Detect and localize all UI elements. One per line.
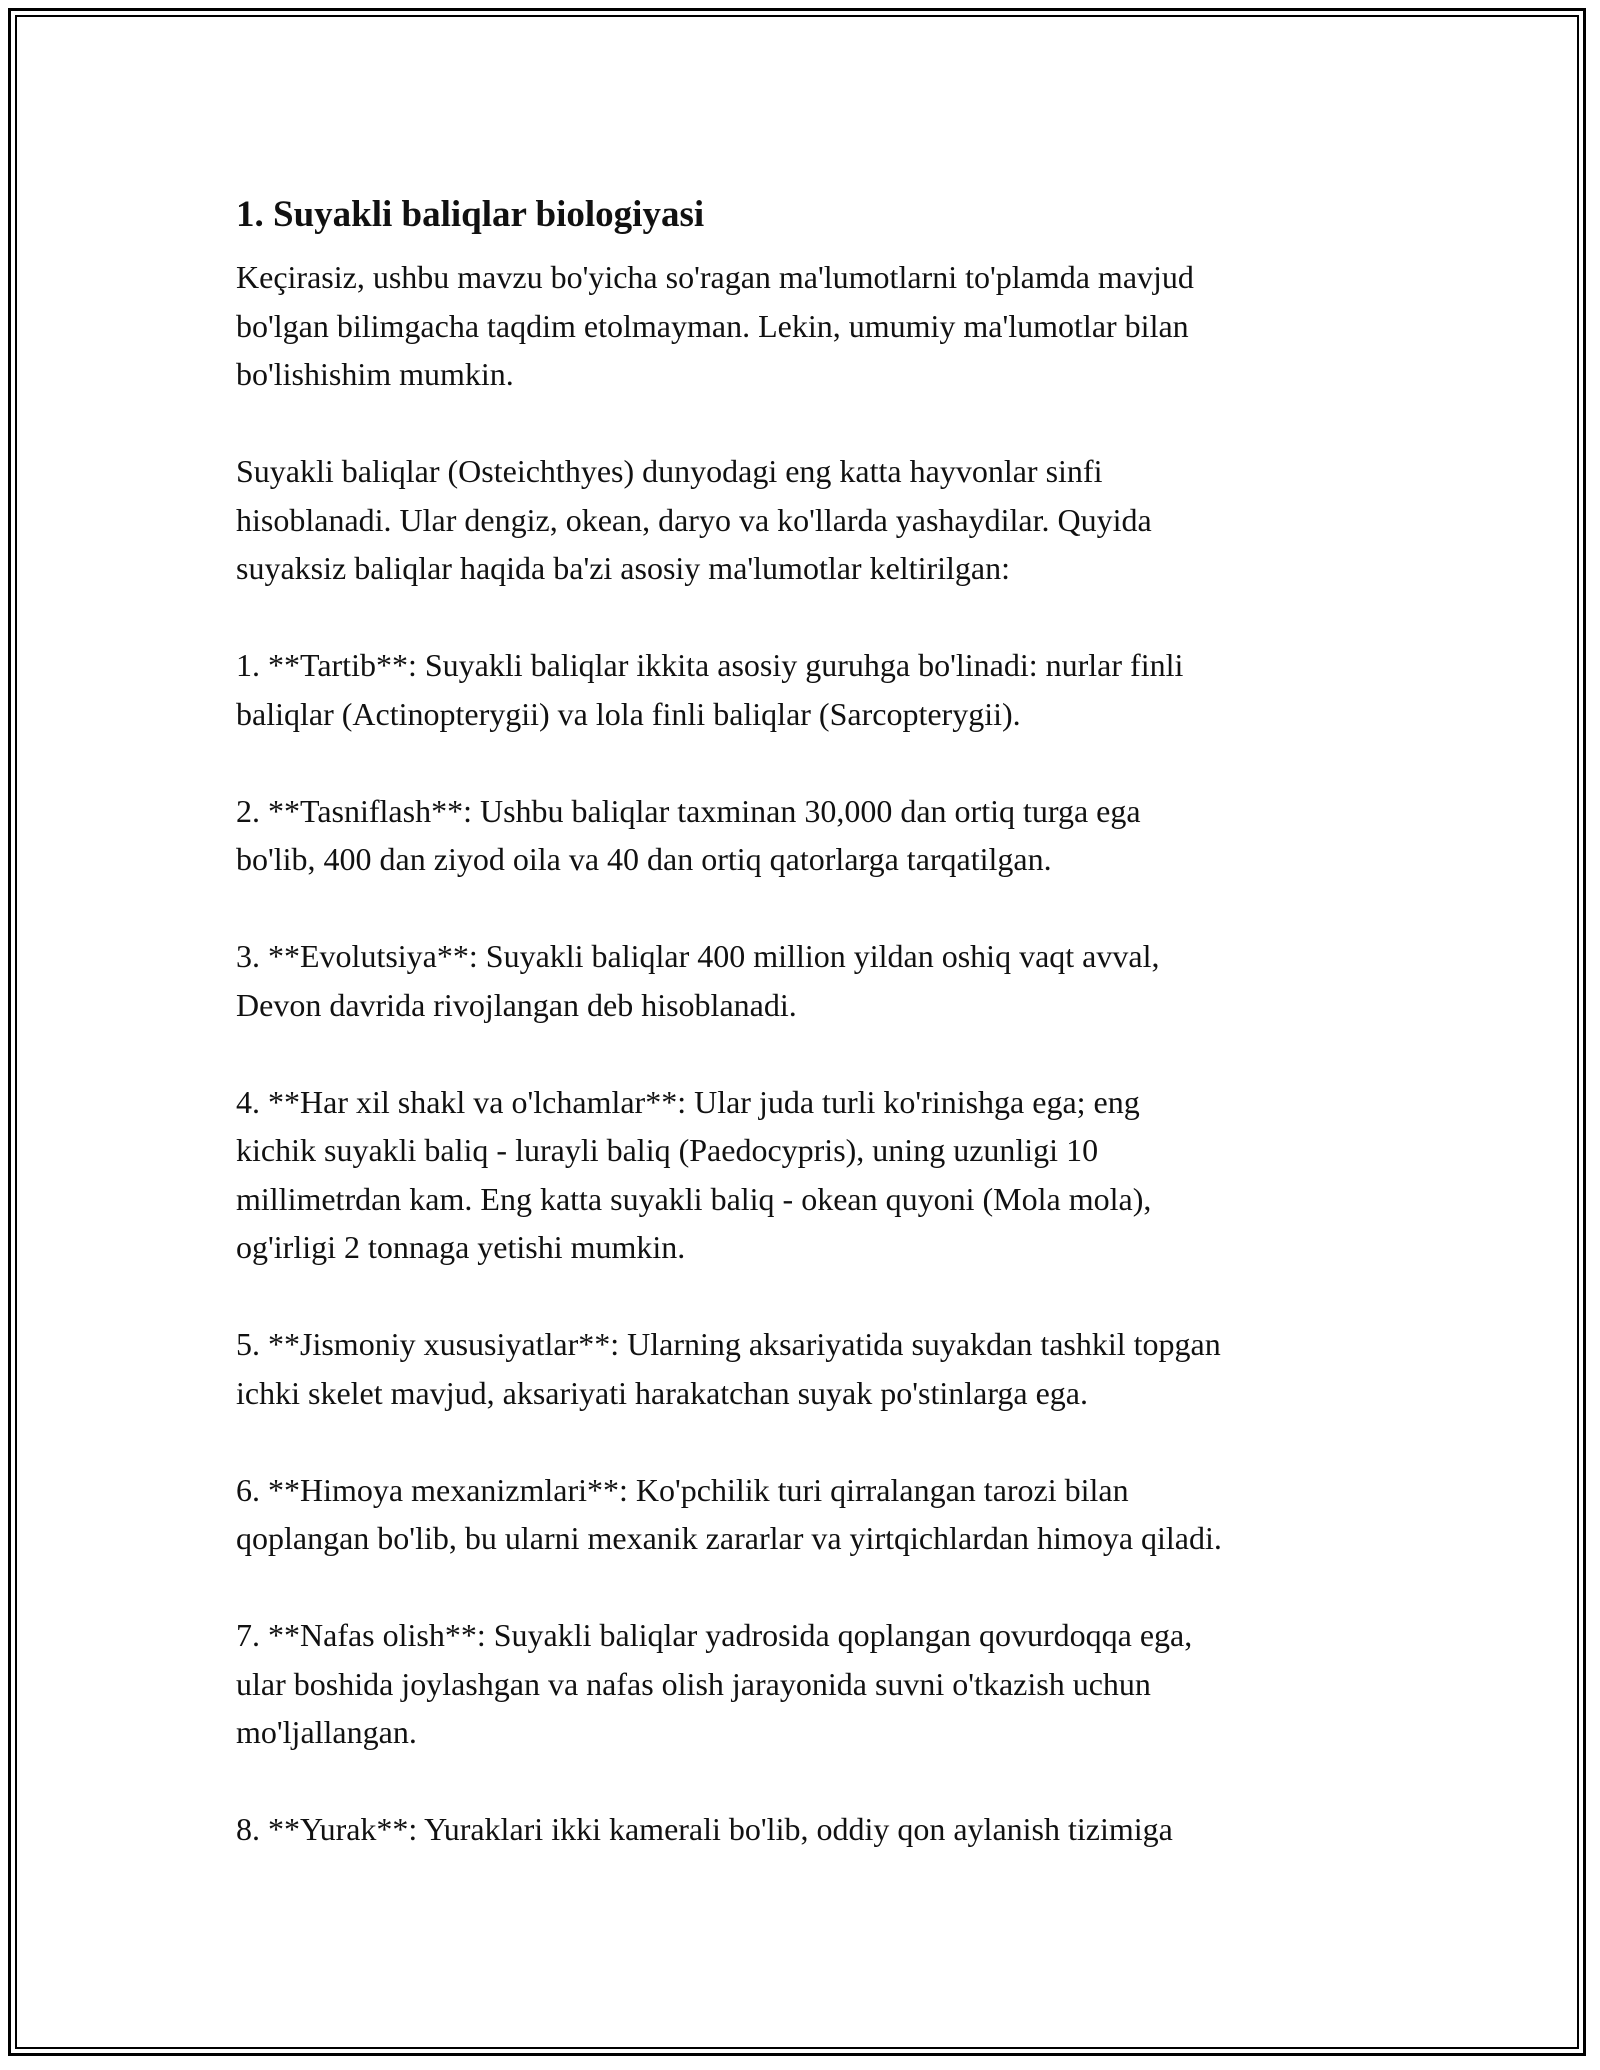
document-title: 1. Suyakli baliqlar biologiyasi	[236, 194, 705, 235]
list-item-tartib: 1. **Tartib**: Suyakli baliqlar ikkita asosiy guruhga bo'linadi: nurlar finli baliqlar (Actinopterygii) va lola finli baliqlar (Sarcopterygii).	[236, 647, 1184, 732]
paragraph-overview: Suyakli baliqlar (Osteichthyes) dunyodagi eng katta hayvonlar sinfi hisoblanadi. Ular dengiz, okean, daryo va ko'llarda yashaydilar. Quyida suyaksiz baliqlar haqida ba'zi asosiy ma'lumotlar keltirilgan:	[236, 453, 1152, 586]
list-item-evolutsiya: 3. **Evolutsiya**: Suyakli baliqlar 400 million yildan oshiq vaqt avval, Devon davrida rivojlangan deb hisoblanadi.	[236, 938, 1160, 1023]
list-item-shakl: 4. **Har xil shakl va o'lchamlar**: Ular juda turli ko'rinishga ega; eng kichik suyakli baliq - lurayli baliq (Paedocypris), uning uzunligi 10 millimetrdan kam. Eng katta suyakli baliq - okean quyoni (Mola mola), og'irligi 2 tonnaga yetishi mumkin.	[236, 1083, 1152, 1265]
list-item-jismoniy: 5. **Jismoniy xususiyatlar**: Ularning aksariyatida suyakdan tashkil topgan ichki skelet mavjud, aksariyati harakatchan suyak po'stinlarga ega.	[236, 1326, 1221, 1411]
paragraph-intro: Keçirasiz, ushbu mavzu bo'yicha so'ragan ma'lumotlarni to'plamda mavjud bo'lgan bilimgacha taqdim etolmayman. Lekin, umumiy ma'lumotlar bilan bo'lishishim mumkin.	[236, 259, 1194, 392]
document-body	[236, 187, 1386, 1902]
list-item-yurak: 8. **Yurak**: Yuraklari ikki kamerali bo'lib, oddiy qon aylanish tizimiga	[236, 1811, 1173, 1847]
list-item-nafas: 7. **Nafas olish**: Suyakli baliqlar yadrosida qoplangan qovurdoqqa ega, ular boshida joylashgan va nafas olish jarayonida suvni o'tkazish uchun mo'ljallangan.	[236, 1617, 1193, 1750]
list-item-tasniflash: 2. **Tasniflash**: Ushbu baliqlar taxminan 30,000 dan ortiq turga ega bo'lib, 400 dan ziyod oila va 40 dan ortiq qatorlarga tarqatilgan.	[236, 792, 1141, 877]
list-item-himoya: 6. **Himoya mexanizmlari**: Ko'pchilik turi qirralangan tarozi bilan qoplangan bo'lib, bu ularni mexanik zararlar va yirtqichlardan himoya qiladi.	[236, 1471, 1222, 1556]
